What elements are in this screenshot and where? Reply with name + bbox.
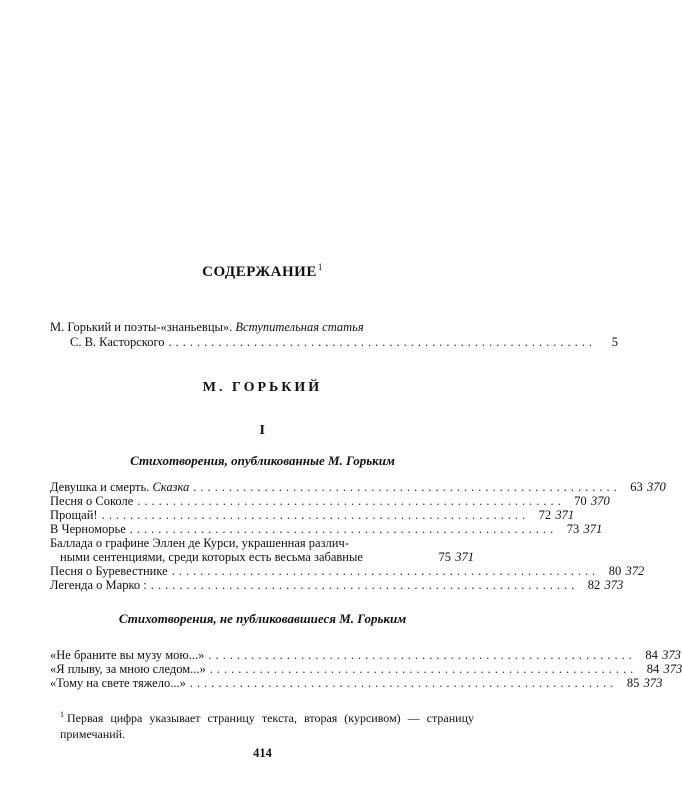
intro-author: С. В. Касторского — [70, 335, 165, 349]
ballad-line-1: Баллада о графине Эллен де Курси, украшенная различ- — [50, 536, 349, 550]
entry-page: 72 — [538, 508, 552, 522]
intro-line-2 — [70, 335, 619, 349]
leader-dots: ............................................................ — [171, 564, 600, 578]
toc-entry — [50, 522, 603, 536]
entry-page: 85 — [626, 676, 640, 690]
footnote-text: Первая цифра указывает страницу текста, вторая (курсивом) — страницу примечаний. — [60, 711, 474, 741]
entry-note-page: 373 — [663, 662, 682, 676]
contents-title: СОДЕРЖАНИЕ — [202, 264, 317, 280]
toc-entry — [50, 662, 682, 676]
contents-heading — [0, 262, 525, 281]
contents-footnote-mark: 1 — [317, 262, 323, 272]
toc-entry — [50, 578, 624, 592]
intro-subtitle: Вступительная статья — [235, 320, 364, 334]
entry-note-page: 373 — [643, 676, 663, 690]
toc-entry — [50, 480, 666, 494]
entry-title: В Черноморье — [50, 522, 126, 536]
entry-note-page: 370 — [647, 480, 666, 494]
entry-note-page: 371 — [455, 550, 474, 564]
leader-dots: ............................................................ — [193, 480, 621, 494]
entry-note-page: 370 — [591, 494, 610, 508]
entry-page: 84 — [645, 648, 658, 662]
toc-entry — [50, 676, 663, 690]
entry-title-italic: Сказка — [152, 480, 190, 494]
part-numeral: I — [259, 423, 266, 438]
entry-page: 80 — [608, 564, 622, 578]
toc-entry — [50, 494, 610, 508]
entry-title: Песня о Буревестнике — [50, 564, 168, 578]
entry-title: ными сентенциями, среди которых есть весьма забавные — [60, 550, 363, 564]
section1-title: Стихотворения, опубликованные М. Горьким — [130, 453, 395, 468]
toc-entry — [50, 648, 681, 662]
entry-page: 75 — [438, 550, 451, 564]
entry-note-page: 372 — [625, 564, 645, 578]
entry-note-page: 371 — [555, 508, 575, 522]
leader-dots: ............................................................ — [208, 648, 636, 662]
leader-dots: ............................................................ — [150, 578, 579, 592]
entry-page: 63 — [630, 480, 643, 494]
toc-entry — [50, 508, 575, 522]
entry-title: «Я плыву, за мною следом...» — [50, 662, 206, 676]
entry-title: «Тому на свете тяжело...» — [50, 676, 186, 690]
entry-note-page: 371 — [583, 522, 603, 536]
footnote — [60, 707, 474, 742]
intro-page: 5 — [611, 335, 619, 349]
leader-dots: ............................................................ — [168, 335, 597, 349]
page-number: 414 — [253, 746, 272, 760]
intro-line-1 — [50, 320, 474, 334]
leader-dots: ............................................................ — [137, 494, 565, 508]
entry-title: Прощай! — [50, 508, 98, 522]
entry-page: 73 — [566, 522, 580, 536]
leader-dots: ............................................................ — [101, 508, 530, 522]
entry-title: Легенда о Марко : — [50, 578, 147, 592]
toc-entry — [60, 550, 474, 564]
leader-dots: ............................................................ — [129, 522, 558, 536]
entry-page: 70 — [574, 494, 587, 508]
entry-page: 82 — [587, 578, 601, 592]
entry-note-page: 373 — [604, 578, 624, 592]
entry-note-page: 373 — [662, 648, 681, 662]
entry-title: Девушка и смерть. — [50, 480, 150, 494]
leader-dots: ............................................................ — [189, 676, 618, 690]
toc-entry — [50, 564, 645, 578]
entry-page: 84 — [646, 662, 660, 676]
section2-title: Стихотворения, не публиковавшиеся М. Горьким — [118, 611, 407, 626]
entry-title: «Не браните вы музу мою...» — [50, 648, 205, 662]
footnote-mark: 1 — [60, 710, 64, 719]
author-heading: М. ГОРЬКИЙ — [202, 380, 323, 395]
entry-title: Песня о Соколе — [50, 494, 134, 508]
leader-dots: ............................................................ — [209, 662, 638, 676]
intro-title: М. Горький и поэты-«знаньевцы». — [50, 320, 233, 334]
